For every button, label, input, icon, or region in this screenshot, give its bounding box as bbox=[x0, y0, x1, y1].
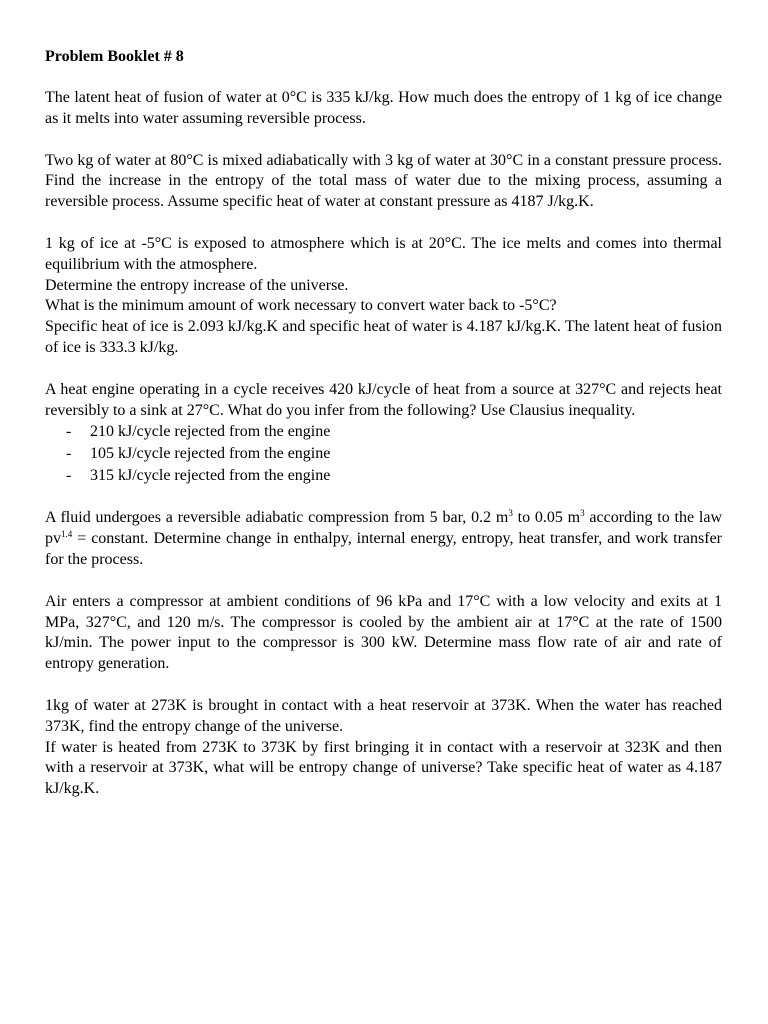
problem-1: The latent heat of fusion of water at 0°C is 335 kJ/kg. How much does the entropy of 1 kg of ice change as it melts into water assuming reversible process. bbox=[45, 89, 722, 127]
bullet-dash: - bbox=[66, 423, 72, 441]
problem-3 bbox=[45, 234, 722, 359]
problem-2: Two kg of water at 80°C is mixed adiabatically with 3 kg of water at 30°C in a constant pressure process. Find the increase in the entropy of the total mass of water due to the mixing process, assuming a reversible process. Assume specific heat of water at constant pressure as 4187 J/kg.K. bbox=[45, 151, 722, 211]
list-item-text: 105 kJ/cycle rejected from the engine bbox=[90, 445, 331, 463]
problem-5-text-d: = constant. Determine change in enthalpy, internal energy, entropy, heat transfer, and work transfer for the process. bbox=[45, 530, 722, 568]
list-item bbox=[66, 465, 722, 487]
problem-3-given-data: Specific heat of ice is 2.093 kJ/kg.K and specific heat of water is 4.187 kJ/kg.K. The latent heat of fusion of ice is 333.3 kJ/kg. bbox=[45, 318, 722, 356]
superscript-index: 1.4 bbox=[61, 529, 73, 540]
problem-4-statement: A heat engine operating in a cycle receives 420 kJ/cycle of heat from a source at 327°C and rejects heat reversibly to a sink at 27°C. What do you infer from the following? Use Clausius inequality. bbox=[45, 380, 722, 419]
list-item bbox=[66, 443, 722, 465]
bullet-dash: - bbox=[66, 467, 72, 485]
booklet-title: Problem Booklet # 8 bbox=[45, 48, 184, 65]
problem-5-text-b: to 0.05 m bbox=[512, 509, 581, 527]
problem-5-text-a: A fluid undergoes a reversible adiabatic compression from 5 bar, 0.2 m bbox=[45, 509, 509, 527]
problem-3-question-b: What is the minimum amount of work necessary to convert water back to -5°C? bbox=[45, 297, 557, 315]
superscript-cube: 3 bbox=[580, 508, 585, 519]
superscript-cube: 3 bbox=[508, 508, 513, 519]
problem-3-question-a: Determine the entropy increase of the universe. bbox=[45, 276, 349, 294]
heat-rejection-list bbox=[45, 421, 722, 487]
list-item bbox=[66, 421, 722, 443]
problem-5 bbox=[45, 508, 722, 570]
problem-7 bbox=[45, 696, 722, 800]
problem-4 bbox=[45, 380, 722, 488]
problem-7-part-b: If water is heated from 273K to 373K by first bringing it in contact with a reservoir at 323K and then with a reservoir at 373K, what will be entropy change of universe? Take specific heat of water as 4.187 kJ/kg.K. bbox=[45, 738, 722, 798]
list-item-text: 210 kJ/cycle rejected from the engine bbox=[90, 423, 331, 441]
bullet-dash: - bbox=[66, 445, 72, 463]
problem-3-statement: 1 kg of ice at -5°C is exposed to atmosphere which is at 20°C. The ice melts and comes into thermal equilibrium with the atmosphere. bbox=[45, 234, 722, 273]
list-item-text: 315 kJ/cycle rejected from the engine bbox=[90, 467, 331, 485]
problem-5-text-c: according to the law pv bbox=[45, 509, 723, 548]
problem-6: Air enters a compressor at ambient conditions of 96 kPa and 17°C with a low velocity and exits at 1 MPa, 327°C, and 120 m/s. The compressor is cooled by the ambient air at 17°C at the rate of 1500 kJ/min. The power input to the compressor is 300 kW. Determine mass flow rate of air and rate of entropy generation. bbox=[45, 592, 722, 673]
problem-7-part-a: 1kg of water at 273K is brought in contact with a heat reservoir at 373K. When the water has reached 373K, find the entropy change of the universe. bbox=[45, 696, 722, 735]
